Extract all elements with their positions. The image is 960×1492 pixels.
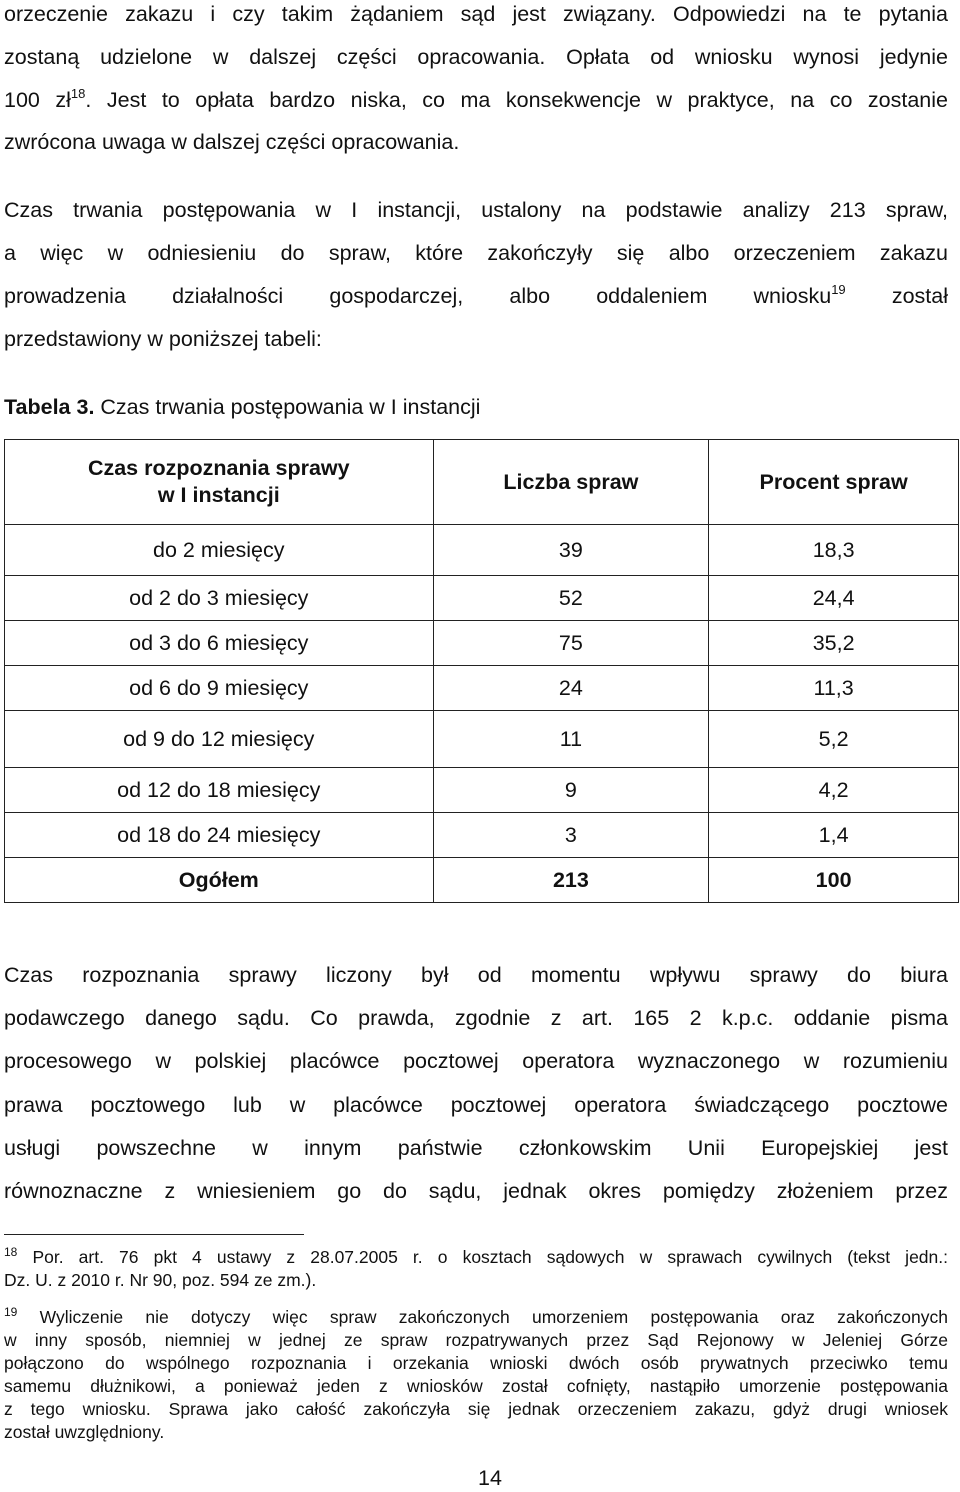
cell-period: od 2 do 3 miesięcy xyxy=(5,576,434,621)
paragraph-line: Czas rozpoznania sprawy liczony był od momentu wpływu sprawy do biura xyxy=(4,963,948,987)
cell-total-label: Ogółem xyxy=(5,858,434,903)
cell-count: 75 xyxy=(433,621,709,666)
footnote-separator xyxy=(4,1234,304,1235)
cell-period: od 9 do 12 miesięcy xyxy=(5,711,434,768)
cell-count: 39 xyxy=(433,525,709,576)
footnote-ref-19: 19 xyxy=(831,282,846,297)
footnote-number: 19 xyxy=(4,1305,18,1319)
text-fragment: 100 zł xyxy=(4,88,71,112)
cell-count: 52 xyxy=(433,576,709,621)
footnote-line: samemu dłużnikowi, a ponieważ jeden z wniosków został cofnięty, nastąpiło umorzenie postępowania xyxy=(4,1376,948,1396)
cell-period: od 18 do 24 miesięcy xyxy=(5,813,434,858)
cell-total-count: 213 xyxy=(433,858,709,903)
header-duration: Czas rozpoznania sprawy w I instancji xyxy=(5,440,434,525)
paragraph-line: usługi powszechne w innym państwie członkowskim Unii Europejskiej jest xyxy=(4,1136,948,1160)
table-row xyxy=(5,621,959,666)
paragraph-line: orzeczenie zakazu i czy takim żądaniem sąd jest związany. Odpowiedzi na te pytania xyxy=(4,2,948,26)
footnote-number: 18 xyxy=(4,1245,18,1259)
text-fragment: został xyxy=(891,284,948,308)
footnote-line: Dz. U. z 2010 r. Nr 90, poz. 594 ze zm.). xyxy=(4,1270,317,1290)
caption-label: Tabela 3. xyxy=(4,395,95,419)
paragraph-line: zwrócona uwaga w dalszej części opracowania. xyxy=(4,130,460,154)
table-row xyxy=(5,666,959,711)
footnote-ref-18: 18 xyxy=(70,86,86,101)
cell-percent: 4,2 xyxy=(709,768,959,813)
paragraph-line: a więc w odniesieniu do spraw, które zakończyły się albo orzeczeniem zakazu xyxy=(4,241,948,265)
text-fragment: prowadzenia działalności gospodarczej, albo oddaleniem wniosku xyxy=(4,284,832,308)
header-count: Liczba spraw xyxy=(433,440,709,525)
footnote-line: z tego wniosku. Sprawa jako całość zakończyła się jednak orzeczeniem zakazu, gdyż drugi wniosek xyxy=(4,1399,948,1419)
cell-percent: 24,4 xyxy=(709,576,959,621)
cell-count: 24 xyxy=(433,666,709,711)
paragraph-line xyxy=(4,283,948,309)
footnote-19 xyxy=(4,1306,948,1444)
paragraph-line xyxy=(4,87,948,113)
cell-percent: 18,3 xyxy=(709,525,959,576)
cell-period: od 6 do 9 miesięcy xyxy=(5,666,434,711)
paragraph-line: równoznaczne z wniesieniem go do sądu, jednak okres pomiędzy złożeniem przez xyxy=(4,1179,948,1203)
paragraph-line: przedstawiony w poniższej tabeli: xyxy=(4,327,322,351)
paragraph-line: podawczego danego sądu. Co prawda, zgodnie z art. 165 2 k.p.c. oddanie pisma xyxy=(4,1006,948,1030)
cell-count: 11 xyxy=(433,711,709,768)
duration-table xyxy=(4,439,959,903)
caption-text: Czas trwania postępowania w I instancji xyxy=(94,395,481,419)
cell-total-percent: 100 xyxy=(709,858,959,903)
table-header-row xyxy=(5,440,959,525)
cell-period: od 12 do 18 miesięcy xyxy=(5,768,434,813)
table-row xyxy=(5,813,959,858)
header-percent: Procent spraw xyxy=(709,440,959,525)
paragraph-line: procesowego w polskiej placówce pocztowej operatora wyznaczonego w rozumieniu xyxy=(4,1049,948,1073)
cell-period: do 2 miesięcy xyxy=(5,525,434,576)
footnote-18 xyxy=(4,1246,948,1292)
table-row xyxy=(5,525,959,576)
footnote-line: w inny sposób, niemniej w jednej ze spraw rozpatrywanych przez Sąd Rejonowy w Jeleniej Górze xyxy=(4,1330,948,1350)
cell-percent: 35,2 xyxy=(709,621,959,666)
cell-percent: 1,4 xyxy=(709,813,959,858)
table-row xyxy=(5,768,959,813)
cell-percent: 11,3 xyxy=(709,666,959,711)
table-caption xyxy=(4,394,480,420)
footnote-line: został uwzględniony. xyxy=(4,1422,165,1442)
paragraph-line: prawa pocztowego lub w placówce pocztowej operatora świadczącego pocztowe xyxy=(4,1093,948,1117)
footnote-line: połączono do wspólnego rozpoznania i orzekania wnioski dwóch osób prywatnych przeciwko temu xyxy=(4,1353,948,1373)
table-row xyxy=(5,576,959,621)
table-row xyxy=(5,711,959,768)
paragraph-line: Czas trwania postępowania w I instancji, ustalony na podstawie analizy 213 spraw, xyxy=(4,198,948,222)
text-fragment: . Jest to opłata bardzo niska, co ma konsekwencje w praktyce, na co zostanie xyxy=(85,88,948,112)
cell-count: 3 xyxy=(433,813,709,858)
paragraph-line: zostaną udzielone w dalszej części opracowania. Opłata od wniosku wynosi jedynie xyxy=(4,45,948,69)
cell-percent: 5,2 xyxy=(709,711,959,768)
footnote-line: $^{18}$ Por. art. 76 pkt 4 ustawy z 28.07.2005 r. o kosztach sądowych w sprawach cywilnych (tekst jedn.: xyxy=(4,1245,948,1267)
table-total-row xyxy=(5,858,959,903)
cell-count: 9 xyxy=(433,768,709,813)
cell-period: od 3 do 6 miesięcy xyxy=(5,621,434,666)
footnote-line: $^{19}$ Wyliczenie nie dotyczy więc spraw zakończonych umorzeniem postępowania oraz zakończonych xyxy=(4,1305,948,1327)
page-number: 14 xyxy=(478,1466,502,1490)
